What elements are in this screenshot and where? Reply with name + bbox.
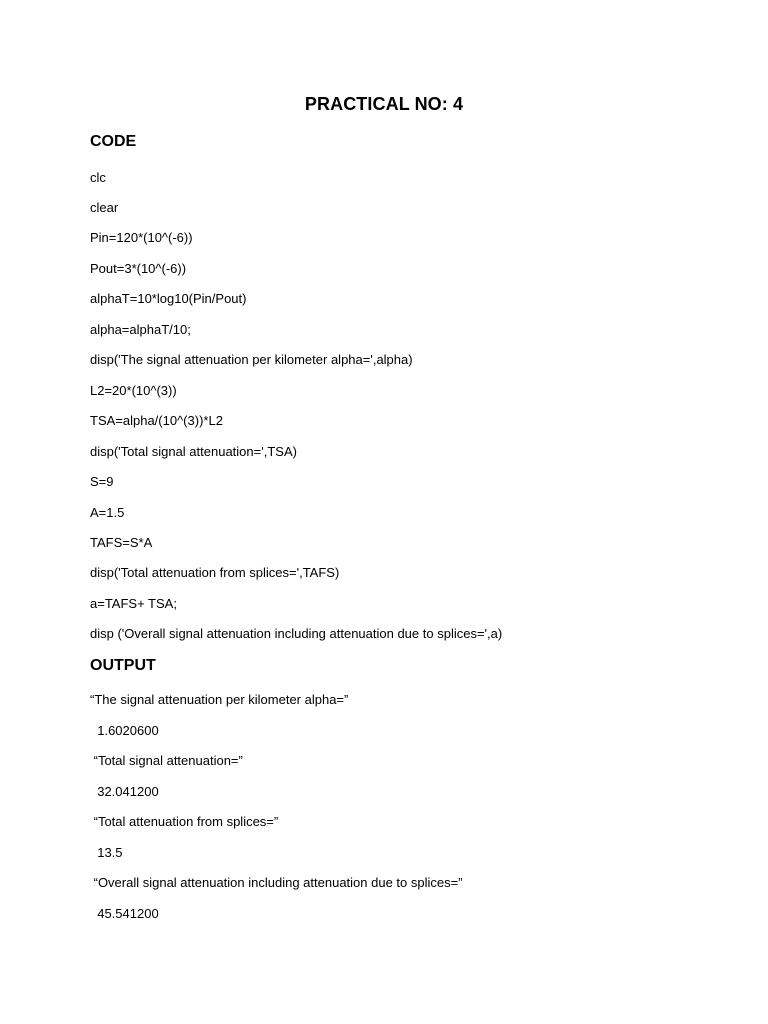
output-line: “The signal attenuation per kilometer alpha=” <box>90 692 349 707</box>
output-line: 45.541200 <box>90 906 159 921</box>
output-line: “Overall signal attenuation including attenuation due to splices=” <box>90 875 463 890</box>
output-line: 32.041200 <box>90 784 159 799</box>
page-title: PRACTICAL NO: 4 <box>304 94 464 114</box>
code-line: TSA=alpha/(10^(3))*L2 <box>90 413 223 428</box>
code-line: TAFS=S*A <box>90 535 153 550</box>
code-line: L2=20*(10^(3)) <box>90 383 177 398</box>
code-line: disp('Total attenuation from splices=',TAFS) <box>90 565 340 580</box>
code-line: disp ('Overall signal attenuation including attenuation due to splices=',a) <box>90 626 503 641</box>
output-line: “Total attenuation from splices=” <box>90 814 279 829</box>
code-heading: CODE <box>90 133 137 150</box>
code-line: clear <box>90 200 119 215</box>
output-line: “Total signal attenuation=” <box>90 753 243 768</box>
code-line: clc <box>90 170 106 185</box>
output-line: 1.6020600 <box>90 723 159 738</box>
code-line: Pout=3*(10^(-6)) <box>90 261 187 276</box>
code-line: disp('The signal attenuation per kilometer alpha=',alpha) <box>90 352 413 367</box>
output-line: 13.5 <box>90 845 123 860</box>
output-heading: OUTPUT <box>90 657 156 674</box>
code-line: a=TAFS+ TSA; <box>90 596 177 611</box>
code-line: A=1.5 <box>90 505 125 520</box>
code-line: S=9 <box>90 474 114 489</box>
code-line: Pin=120*(10^(-6)) <box>90 230 193 245</box>
code-line: alphaT=10*log10(Pin/Pout) <box>90 291 247 306</box>
code-line: alpha=alphaT/10; <box>90 322 191 337</box>
code-line: disp('Total signal attenuation=',TSA) <box>90 444 297 459</box>
